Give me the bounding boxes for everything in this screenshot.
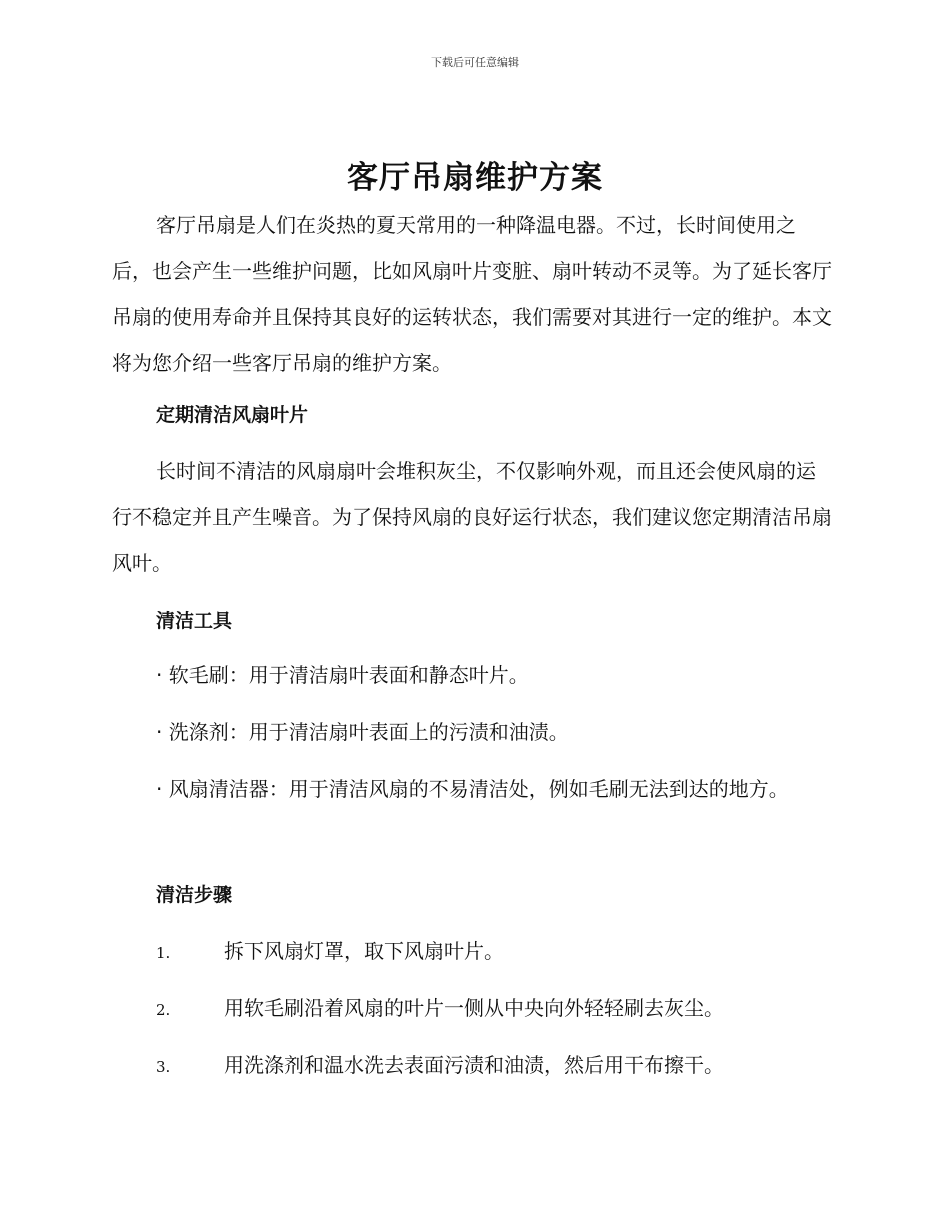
section-heading-steps: 清洁步骤 — [156, 884, 233, 906]
step-number: 1. — [156, 944, 171, 962]
step-text: 拆下风扇灯罩，取下风扇叶片。 — [224, 939, 504, 963]
step-text: 用洗涤剂和温水洗去表面污渍和油渍，然后用干布擦干。 — [224, 1053, 724, 1077]
step-item-1 — [156, 936, 836, 968]
tool-item-fan-cleaner: · 风扇清洁器：用于清洁风扇的不易清洁处，例如毛刷无法到达的地方。 — [156, 777, 789, 801]
step-item-2 — [156, 993, 836, 1025]
step-number: 2. — [156, 1001, 171, 1019]
section-heading-tools: 清洁工具 — [156, 610, 233, 632]
header-note: 下载后可任意编辑 — [431, 56, 519, 69]
section-paragraph-clean-blades: 长时间不清洁的风扇扇叶会堆积灰尘，不仅影响外观，而且还会使风扇的运行不稳定并且产生噪音。为了保持风扇的良好运行状态，我们建议您定期清洁吊扇风叶。 — [112, 459, 832, 575]
page-title: 客厅吊扇维护方案 — [347, 160, 603, 196]
section-heading-clean-blades: 定期清洁风扇叶片 — [156, 404, 309, 426]
tool-item-soft-brush: · 软毛刷：用于清洁扇叶表面和静态叶片。 — [156, 663, 529, 687]
tool-item-detergent: · 洗涤剂：用于清洁扇叶表面上的污渍和油渍。 — [156, 720, 569, 744]
step-item-3 — [156, 1050, 836, 1082]
step-text: 用软毛刷沿着风扇的叶片一侧从中央向外轻轻刷去灰尘。 — [224, 996, 724, 1020]
intro-paragraph: 客厅吊扇是人们在炎热的夏天常用的一种降温电器。不过，长时间使用之后，也会产生一些维护问题，比如风扇叶片变脏、扇叶转动不灵等。为了延长客厅吊扇的使用寿命并且保持其良好的运转状态，我们需要对其进行一定的维护。本文将为您介绍一些客厅吊扇的维护方案。 — [112, 213, 832, 375]
step-number: 3. — [156, 1058, 171, 1076]
